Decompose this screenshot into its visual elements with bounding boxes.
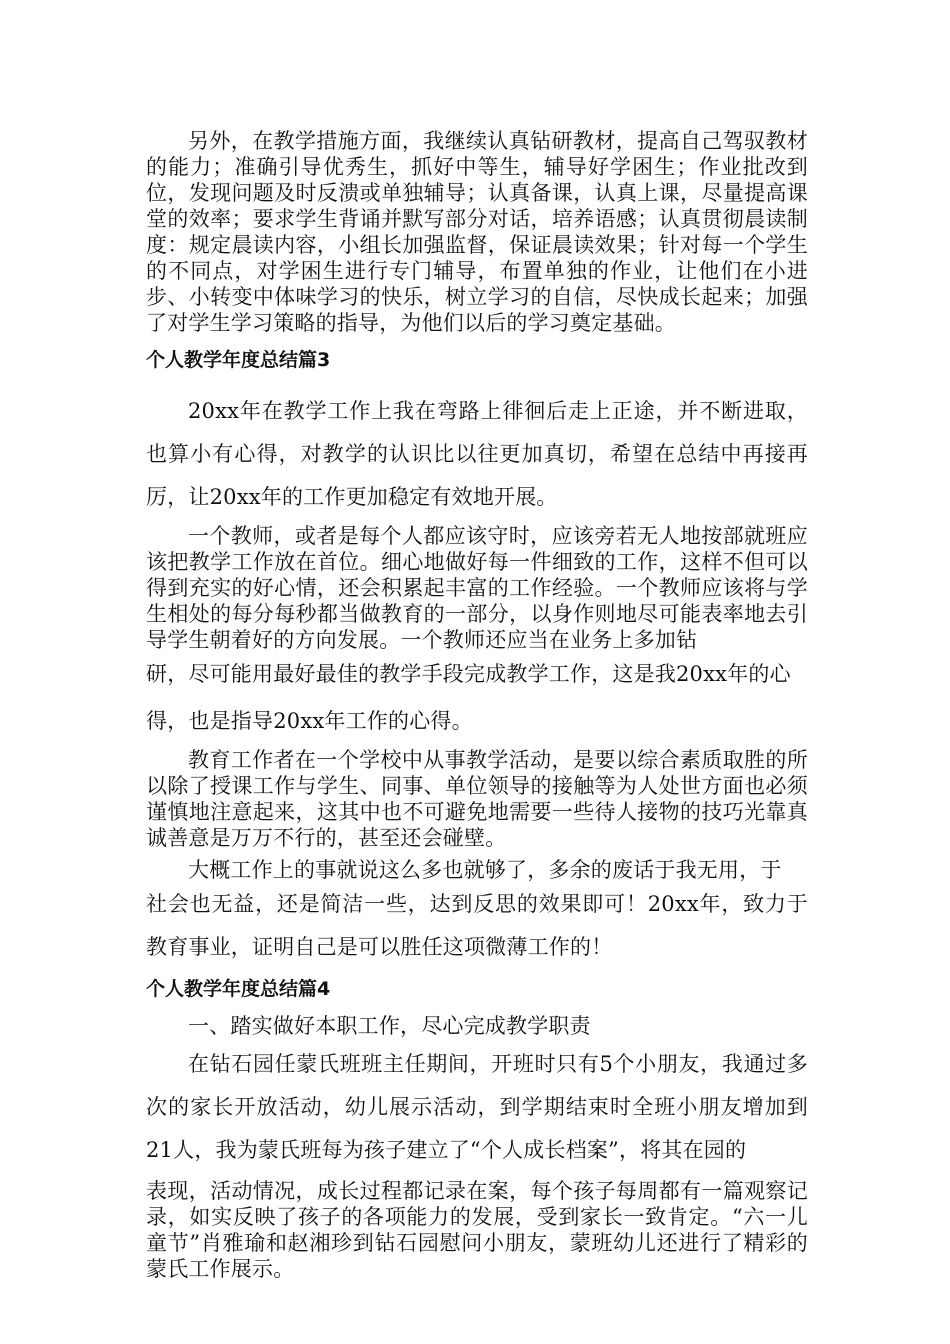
paragraph-closing-cont: 社会也无益，还是简洁一些，达到反思的效果即可！20xx年，致力于教育事业，证明自己是可以胜任这项微薄工作的！ — [146, 892, 808, 959]
paragraph-teaching-measures: 另外，在教学措施方面，我继续认真钻研教材，提高自己驾驭教材的能力；准确引导优秀生，抓好中等生，辅导好学困生；作业批改到位，发现问题及时反溃或单独辅导；认真备课，认真上课，尽量提高课堂的效率；要求学生背诵并默写部分对话，培养语感；认真贯彻晨读制度：规定晨读内容，小组长加强监督，保证晨读效果；针对每一个学生的不同点，对学困生进行专门辅导，布置单独的作业，让他们在小进步、小转变中体味学习的快乐，树立学习的自信，尽快成长起来；加强了对学生学习策略的指导，为他们以后的学习奠定基础。 — [146, 129, 808, 335]
paragraph-teacher-duty: 一个教师，或者是每个人都应该守时，应该旁若无人地按部就班应该把教学工作放在首位。细心地做好每一件细致的工作，这样不但可以得到充实的好心情，还会积累起丰富的工作经验。一个教师应该将与学生相处的每分每秒都当做教育的一部分，以身作则地尽可能表率地去引导学生朝着好的方向发展。一个教师还应当在业务上多加钻 — [146, 524, 808, 652]
document-page — [146, 128, 808, 1282]
paragraph-teacher-duty-cont: 研，尽可能用最好最佳的教学手段完成教学工作，这是我20xx年的心 — [146, 662, 791, 686]
paragraph-teacher-duty-end: 得，也是指导20xx年工作的心得。 — [146, 709, 473, 733]
paragraph-interpersonal: 教育工作者在一个学校中从事教学活动，是要以综合素质取胜的所以除了授课工作与学生、同事、单位领导的接触等为人处世方面也必须谨慎地注意起来，这其中也不可避免地需要一些待人接物的技巧光靠真诚善意是万万不行的，甚至还会碰壁。 — [146, 748, 808, 850]
heading-summary-3: 个人教学年度总结篇3 — [146, 349, 331, 371]
heading-summary-4: 个人教学年度总结篇4 — [146, 978, 331, 1000]
paragraph-montessori-class-cont: 表现，活动情况，成长过程都记录在案，每个孩子每周都有一篇观察记录，如实反映了孩子的各项能力的发展，受到家长一致肯定。“六一儿童节”肖雅瑜和赵湘珍到钻石园慰问小朋友，蒙班幼儿还进行了精彩的蒙氏工作展示。 — [146, 1179, 808, 1281]
paragraph-section-one-title: 一、踏实做好本职工作，尽心完成教学职责 — [188, 1014, 591, 1038]
paragraph-closing: 大概工作上的事就说这么多也就够了，多余的废话于我无用，于 — [188, 858, 782, 882]
paragraph-20xx-intro: 20xx年在教学工作上我在弯路上徘徊后走上正途，并不断进取，也算小有心得，对教学的认识比以往更加真切，希望在总结中再接再厉，让20xx年的工作更加稳定有效地开展。 — [146, 399, 808, 509]
paragraph-montessori-class: 在钻石园任蒙氏班班主任期间，开班时只有5个小朋友，我通过多次的家长开放活动，幼儿展示活动，到学期结束时全班小朋友增加到21人，我为蒙氏班每为孩子建立了“个人成长档案”，将其在园的 — [146, 1052, 808, 1162]
